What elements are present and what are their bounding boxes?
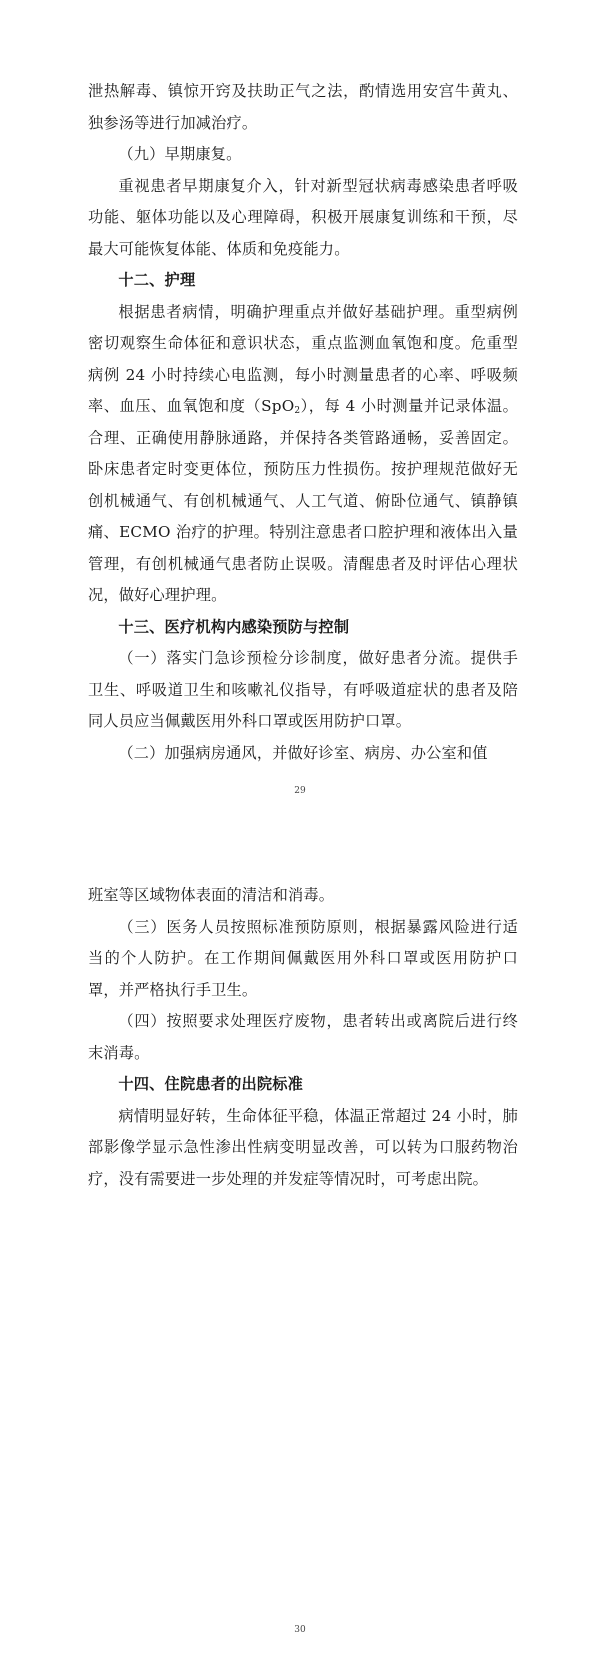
paragraph-nursing-part1: 根据患者病情，明确护理重点并做好基础护理。重型病例密切观察生命体征和意识状态，重点监测血氧饱和度。危重型病例 24 小时持续心电监测，每小时测量患者的心率、呼吸频率、血压、血氧饱和度（SpO — [88, 302, 518, 415]
page-body — [88, 880, 518, 1195]
page-number: 29 — [294, 786, 306, 796]
page-number: 30 — [294, 1625, 306, 1635]
paragraph-medical-waste: （四）按照要求处理医疗废物，患者转出或离院后进行终末消毒。 — [88, 1012, 518, 1062]
document-page-30 — [0, 860, 600, 1660]
section-heading-nursing: 十二、护理 — [118, 271, 196, 289]
section-heading-infection-control: 十三、医疗机构内感染预防与控制 — [118, 617, 350, 636]
paragraph-discharge-criteria: 病情明显好转，生命体征平稳，体温正常超过 24 小时，肺部影像学显示急性渗出性病变明显改善，可以转为口服药物治疗，没有需要进一步处理的并发症等情况时，可考虑出院。 — [88, 1106, 518, 1188]
subsection-title-early-rehab: （九）早期康复。 — [118, 145, 242, 163]
spo2-subscript: 2 — [294, 406, 301, 416]
paragraph-ventilation: （二）加强病房通风，并做好诊室、病房、办公室和值 — [118, 743, 488, 762]
paragraph-continuation: 泄热解毒、镇惊开窍及扶助正气之法，酌情选用安宫牛黄丸、独参汤等进行加减治疗。 — [88, 82, 518, 132]
paragraph-rehab: 重视患者早期康复介入，针对新型冠状病毒感染患者呼吸功能、躯体功能以及心理障碍，积极开展康复训练和干预，尽最大可能恢复体能、体质和免疫能力。 — [88, 176, 518, 258]
paragraph-standard-precautions: （三）医务人员按照标准预防原则，根据暴露风险进行适当的个人防护。在工作期间佩戴医用外科口罩或医用防护口罩，并严格执行手卫生。 — [88, 917, 518, 999]
paragraph-nursing-part2: ），每 4 小时测量并记录体温。合理、正确使用静脉通路，并保持各类管路通畅，妥善固定。卧床患者定时变更体位，预防压力性损伤。按护理规范做好无创机械通气、有创机械通气、人工气道、俯卧位通气、镇静镇痛、ECMO 治疗的护理。特别注意患者口腔护理和液体出入量管理，有创机械通气患者防止误吸。清醒患者及时评估心理状况，做好心理护理。 — [88, 397, 518, 604]
paragraph-triage: （一）落实门急诊预检分诊制度，做好患者分流。提供手卫生、呼吸道卫生和咳嗽礼仪指导，有呼吸道症状的患者及陪同人员应当佩戴医用外科口罩或医用防护口罩。 — [88, 649, 518, 730]
section-heading-discharge: 十四、住院患者的出院标准 — [118, 1075, 304, 1093]
paragraph-nursing — [88, 297, 518, 612]
page-body — [88, 76, 518, 769]
paragraph-continuation: 班室等区域物体表面的清洁和消毒。 — [88, 886, 335, 904]
document-page-29 — [0, 0, 600, 800]
